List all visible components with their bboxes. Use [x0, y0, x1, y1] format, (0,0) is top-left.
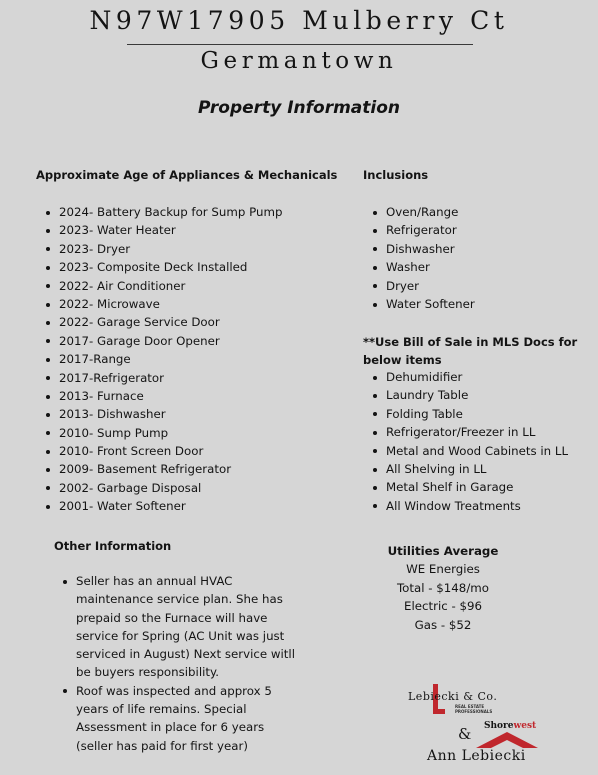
utilities-heading: Utilities Average — [387, 544, 499, 558]
address-title: N97W17905 Mulberry Ct — [89, 6, 509, 35]
brokerage-tagline-2: PROFESSIONALS — [455, 708, 493, 714]
title-underline — [127, 44, 473, 45]
list-item: All Shelving in LL — [370, 460, 568, 478]
list-item: 2013- Dishwasher — [43, 405, 282, 423]
list-item: Dishwasher — [370, 240, 475, 258]
utility-electric: Electric - $96 — [404, 599, 482, 614]
appliances-heading: Approximate Age of Appliances & Mechanicals — [36, 168, 338, 182]
list-item: 2009- Basement Refrigerator — [43, 460, 282, 478]
list-item: 2017-Refrigerator — [43, 369, 282, 387]
list-item: Dryer — [370, 277, 475, 295]
utilities-block — [378, 542, 508, 634]
brokerage-tagline-1: REAL ESTATE — [455, 704, 485, 709]
list-item: 2001- Water Softener — [43, 497, 282, 515]
lebiecki-logo — [408, 690, 518, 720]
other-information-heading: Other Information — [54, 539, 172, 553]
list-item: Dehumidifier — [370, 368, 568, 386]
utility-gas: Gas - $52 — [414, 617, 472, 632]
shorewest-part2: west — [513, 721, 537, 731]
brokerage-tagline — [455, 705, 492, 714]
list-item: Washer — [370, 258, 475, 276]
list-item: Oven/Range — [370, 203, 475, 221]
utility-provider: WE Energies — [406, 562, 480, 577]
list-item: 2022- Microwave — [43, 295, 282, 313]
inclusions-heading: Inclusions — [363, 168, 429, 182]
list-item: 2010- Sump Pump — [43, 424, 282, 442]
bill-of-sale-heading-line2: below items — [363, 353, 442, 368]
other-information-list — [56, 572, 296, 755]
bill-of-sale-heading-line1: **Use Bill of Sale in MLS Docs for — [363, 335, 578, 349]
city-subtitle: Germantown — [200, 48, 398, 74]
list-item: 2002- Garbage Disposal — [43, 479, 282, 497]
appliances-list — [43, 203, 282, 516]
list-item: All Window Treatments — [370, 497, 568, 515]
list-item: 2023- Dryer — [43, 240, 282, 258]
list-item: 2017-Range — [43, 350, 282, 368]
list-item: 2024- Battery Backup for Sump Pump — [43, 203, 282, 221]
list-item: Refrigerator — [370, 221, 475, 239]
page-heading: Property Information — [197, 98, 401, 118]
list-item: 2010- Front Screen Door — [43, 442, 282, 460]
list-item: Seller has an annual HVAC maintenance service plan. She has prepaid so the Furnace will have service for Spring (AC Unit was just serviced in August) Next service witll be buyers responsibility. — [56, 572, 296, 682]
list-item: Metal Shelf in Garage — [370, 478, 568, 496]
bill-of-sale-list — [370, 368, 568, 515]
agent-name: Ann Lebiecki — [427, 748, 526, 764]
brokerage-name: Lebiecki & Co. — [408, 690, 498, 703]
list-item: 2022- Garage Service Door — [43, 313, 282, 331]
inclusions-list — [370, 203, 475, 313]
ampersand: & — [458, 725, 472, 743]
list-item: 2022- Air Conditioner — [43, 277, 282, 295]
utility-total: Total - $148/mo — [396, 580, 489, 595]
list-item: Roof was inspected and approx 5 years of life remains. Special Assessment in place for 6 years (seller has paid for first year) — [56, 682, 296, 755]
list-item: Folding Table — [370, 405, 568, 423]
list-item: 2023- Water Heater — [43, 221, 282, 239]
shorewest-logo — [484, 721, 536, 731]
list-item: Metal and Wood Cabinets in LL — [370, 442, 568, 460]
bill-of-sale-heading — [363, 333, 577, 370]
list-item: 2017- Garage Door Opener — [43, 332, 282, 350]
list-item: Water Softener — [370, 295, 475, 313]
list-item: Laundry Table — [370, 386, 568, 404]
list-item: 2013- Furnace — [43, 387, 282, 405]
house-roof-icon — [476, 732, 538, 748]
list-item: Refrigerator/Freezer in LL — [370, 423, 568, 441]
shorewest-part1: Shore — [484, 721, 514, 731]
list-item: 2023- Composite Deck Installed — [43, 258, 282, 276]
